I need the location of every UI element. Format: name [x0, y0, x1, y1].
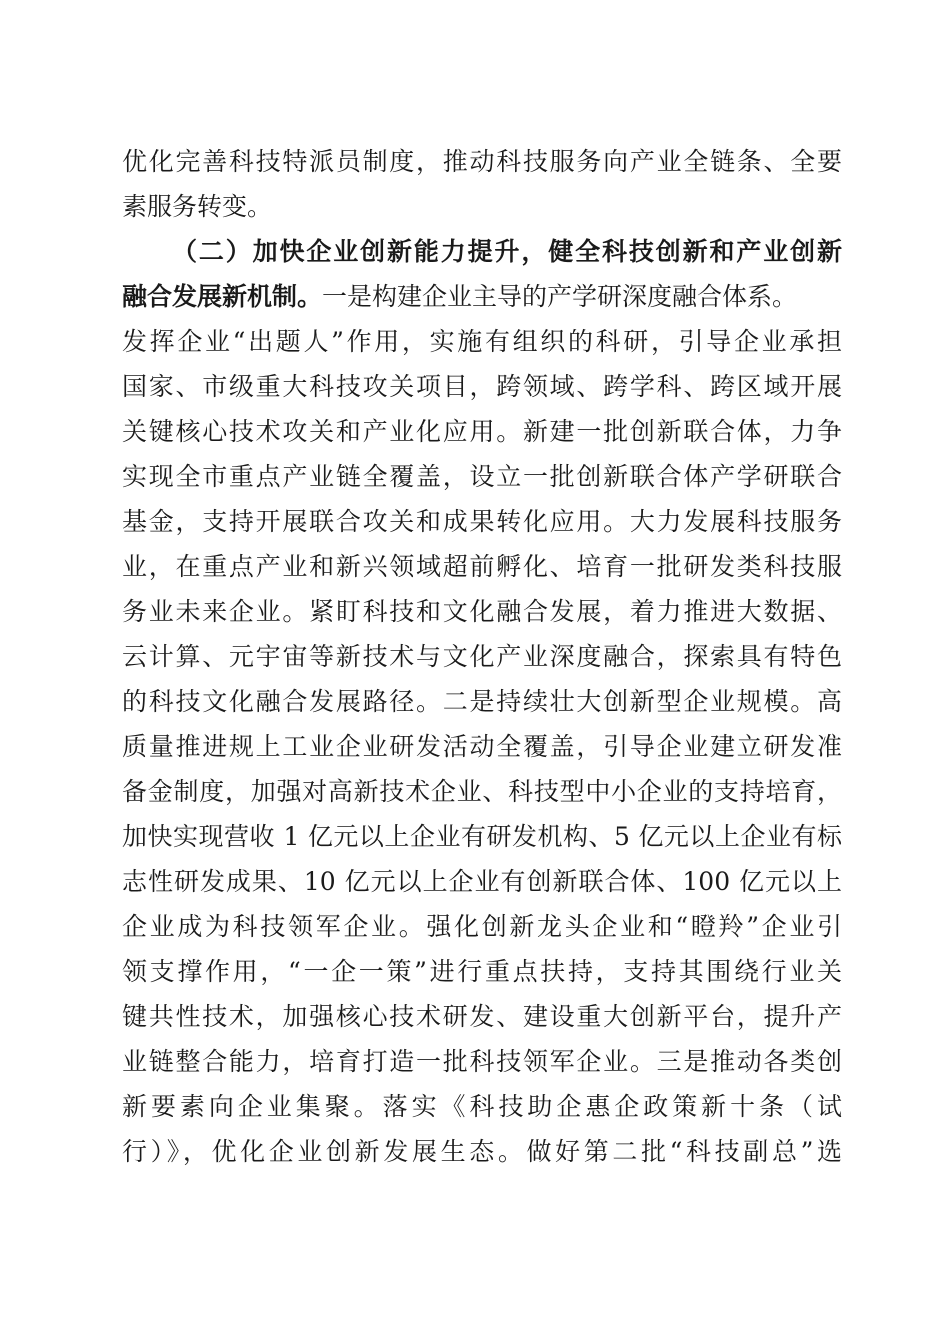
- paragraph-line: 加快实现营收 1 亿元以上企业有研发机构、5 亿元以上企业有标: [122, 822, 842, 851]
- paragraph-line: 业链整合能力，培育打造一批科技领军企业。三是推动各类创: [122, 1047, 842, 1076]
- paragraph-line: 备金制度，加强对高新技术企业、科技型中小企业的支持培育，: [122, 777, 842, 806]
- paragraph-line: 行）》，优化企业创新发展生态。做好第二批“科技副总”选: [122, 1137, 842, 1166]
- paragraph-line: 新要素向企业集聚。落实《科技助企惠企政策新十条（试: [122, 1092, 842, 1121]
- paragraph-text: 一是构建企业主导的产学研深度融合体系。: [322, 282, 798, 311]
- paragraph-line: 键共性技术，加强核心技术研发、建设重大创新平台，提升产: [122, 1002, 842, 1031]
- paragraph-line: 志性研发成果、10 亿元以上企业有创新联合体、100 亿元以上: [122, 867, 842, 896]
- section-heading-end: 融合发展新机制。: [122, 282, 323, 311]
- paragraph-line: 实现全市重点产业链全覆盖，设立一批创新联合体产学研联合: [122, 462, 842, 491]
- section-heading-line: （二）加快企业创新能力提升，健全科技创新和产业创新: [172, 237, 842, 266]
- paragraph-line: 领支撑作用，“一企一策”进行重点扶持，支持其围绕行业关: [122, 957, 842, 986]
- paragraph-line: 企业成为科技领军企业。强化创新龙头企业和“瞪羚”企业引: [122, 912, 842, 941]
- paragraph-line: 基金，支持开展联合攻关和成果转化应用。大力发展科技服务: [122, 507, 842, 536]
- paragraph-line: 云计算、元宇宙等新技术与文化产业深度融合，探索具有特色: [122, 642, 842, 671]
- paragraph-line: 的科技文化融合发展路径。二是持续壮大创新型企业规模。高: [122, 687, 842, 716]
- paragraph-line: 优化完善科技特派员制度，推动科技服务向产业全链条、全要: [122, 147, 842, 176]
- section-heading-line: [122, 277, 842, 317]
- paragraph-line: 质量推进规上工业企业研发活动全覆盖，引导企业建立研发准: [122, 732, 842, 761]
- paragraph-line: 素服务转变。: [122, 192, 273, 221]
- paragraph-line: 发挥企业“出题人”作用，实施有组织的科研，引导企业承担: [122, 327, 842, 356]
- paragraph-line: 国家、市级重大科技攻关项目，跨领域、跨学科、跨区域开展: [122, 372, 842, 401]
- paragraph-line: 务业未来企业。紧盯科技和文化融合发展，着力推进大数据、: [122, 597, 842, 626]
- paragraph-line: 业，在重点产业和新兴领域超前孵化、培育一批研发类科技服: [122, 552, 842, 581]
- paragraph-line: 关键核心技术攻关和产业化应用。新建一批创新联合体，力争: [122, 417, 842, 446]
